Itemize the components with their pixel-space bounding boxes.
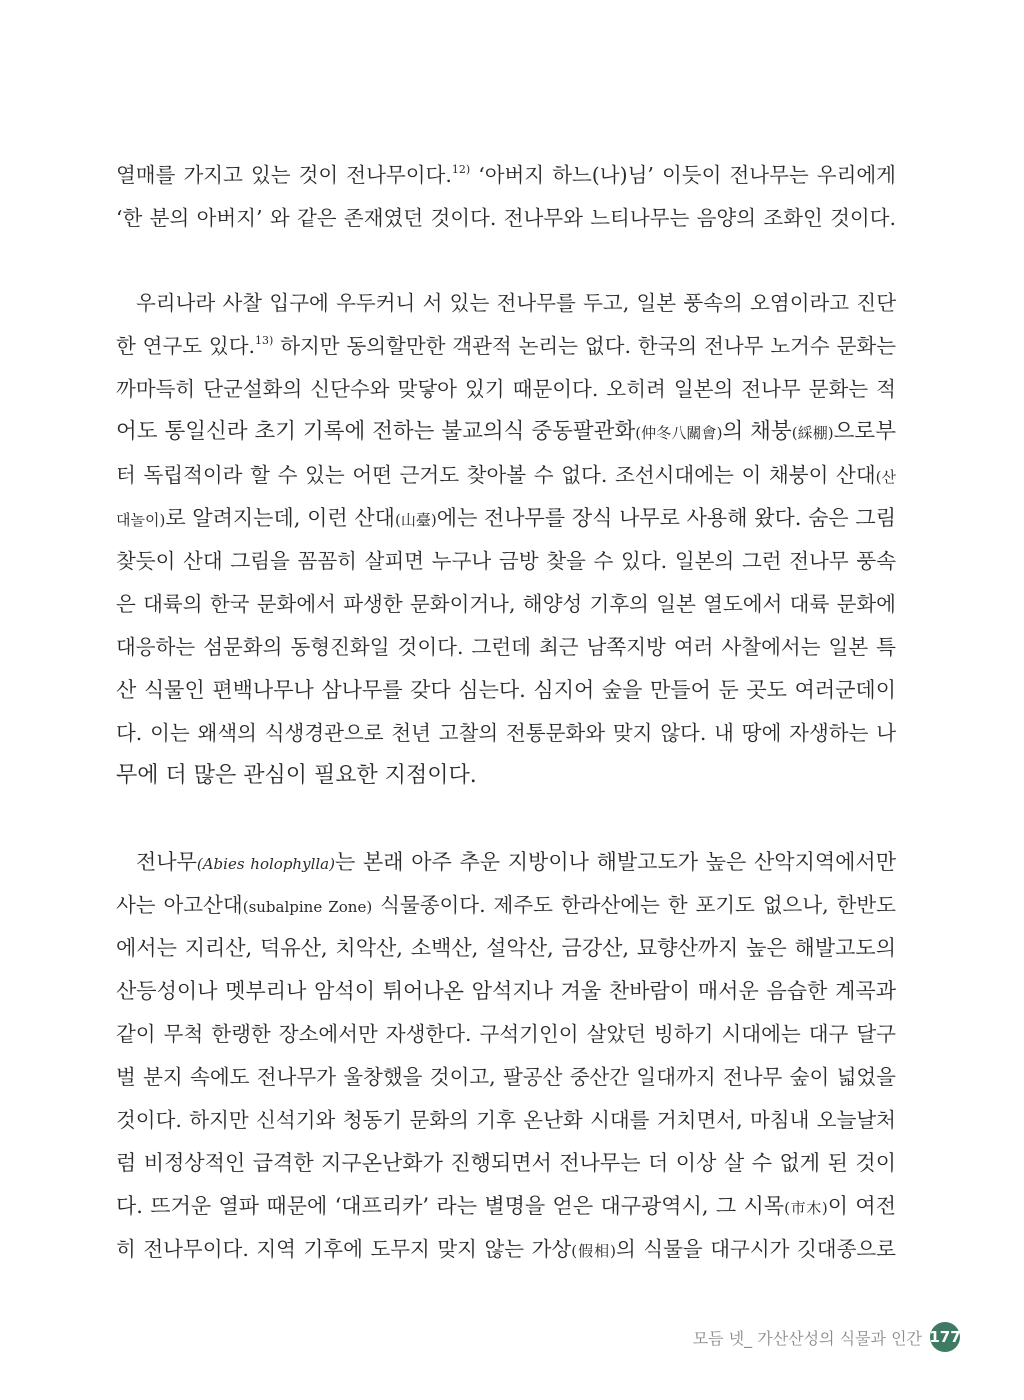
text-line: 은 대륙의 한국 문화에서 파생한 문화이거나, 해양성 기후의 일본 열도에서 대륙 문화에	[116, 592, 896, 616]
text-line: 산 식물인 편백나무나 삼나무를 갖다 심는다. 심지어 숲을 만들어 둔 곳도 여러군데이	[116, 678, 896, 702]
text-line: 사는 아고산대(subalpine Zone) 식물종이다. 제주도 한라산에는 한 포기도 없으나, 한반도	[116, 893, 896, 917]
text-line: 한 연구도 있다.$^{13)}$ 하지만 동의할만한 객관적 논리는 없다. 한국의 전나무 노거수 문화는	[116, 334, 896, 358]
text-line: 우리나라 사찰 입구에 우두커니 서 있는 전나무를 두고, 일본 풍속의 오염이라고 진단	[136, 291, 896, 315]
text-line: 찾듯이 산대 그림을 꼼꼼히 살피면 누구나 금방 찾을 수 있다. 일본의 그런 전나무 풍속	[116, 549, 896, 573]
text-line: 열매를 가지고 있는 것이 전나무이다.$^{12)}$ ‘아버지 하느(나)님’ 이듯이 전나무는 우리에게	[116, 163, 896, 187]
text-line: 벌 분지 속에도 전나무가 울창했을 것이고, 팔공산 중산간 일대까지 전나무 숲이 넓었을	[116, 1065, 896, 1089]
text-line: 럼 비정상적인 급격한 지구온난화가 진행되면서 전나무는 더 이상 살 수 없게 된 것이	[116, 1151, 896, 1175]
running-footer-title: 모듬 넷_ 가산산성의 식물과 인간	[692, 1328, 922, 1348]
text-line: 다. 뜨거운 열파 때문에 ‘대프리카’ 라는 별명을 얻은 대구광역시, 그 시목(市木)이 여전	[116, 1194, 896, 1218]
text-line: 대응하는 섬문화의 동형진화일 것이다. 그런데 최근 남쪽지방 여러 사찰에서는 일본 특	[116, 635, 896, 659]
text-line: 대놀이)로 알려지는데, 이런 산대(山臺)에는 전나무를 장식 나무로 사용해 왔다. 숨은 그림	[116, 506, 896, 530]
text-line: 같이 무척 한랭한 장소에서만 자생한다. 구석기인이 살았던 빙하기 시대에는 대구 달구	[116, 1022, 896, 1046]
text-line: 터 독립적이라 할 수 있는 어떤 근거도 찾아볼 수 없다. 조선시대에는 이 채붕이 산대(산	[116, 463, 896, 487]
text-line: 다. 이는 왜색의 식생경관으로 천년 고찰의 전통문화와 맞지 않다. 내 땅에 자생하는 나	[116, 721, 896, 745]
text-line: 산등성이나 멧부리나 암석이 튀어나온 암석지나 겨울 찬바람이 매서운 음습한 계곡과	[116, 979, 896, 1003]
text-line: 까마득히 단군설화의 신단수와 맞닿아 있기 때문이다. 오히려 일본의 전나무 문화는 적	[116, 377, 896, 401]
text-line: ‘한 분의 아버지’ 와 같은 존재였던 것이다. 전나무와 느티나무는 음양의 조화인 것이다.	[116, 206, 896, 230]
footnote-ref: 12)	[451, 163, 471, 176]
footnote-ref: 13)	[255, 334, 274, 347]
text-line: 히 전나무이다. 지역 기후에 도무지 맞지 않는 가상(假相)의 식물을 대구시가 깃대종으로	[116, 1237, 896, 1261]
text-line: 전나무(Abies holophylla)는 본래 아주 추운 지방이나 해발고도가 높은 산악지역에서만	[136, 850, 897, 874]
text-line: 어도 통일신라 초기 기록에 전하는 불교의식 중동팔관화(仲冬八關會)의 채붕(綵棚)으로부	[116, 419, 896, 444]
text-line: 무에 더 많은 관심이 필요한 지점이다.	[116, 763, 477, 788]
page-number-badge: 177	[930, 1322, 960, 1352]
text-line: 것이다. 하지만 신석기와 청동기 문화의 기후 온난화 시대를 거치면서, 마침내 오늘날처	[116, 1108, 896, 1132]
page-footer	[693, 1320, 960, 1354]
text-line: 에서는 지리산, 덕유산, 치악산, 소백산, 설악산, 금강산, 묘향산까지 높은 해발고도의	[116, 936, 896, 960]
